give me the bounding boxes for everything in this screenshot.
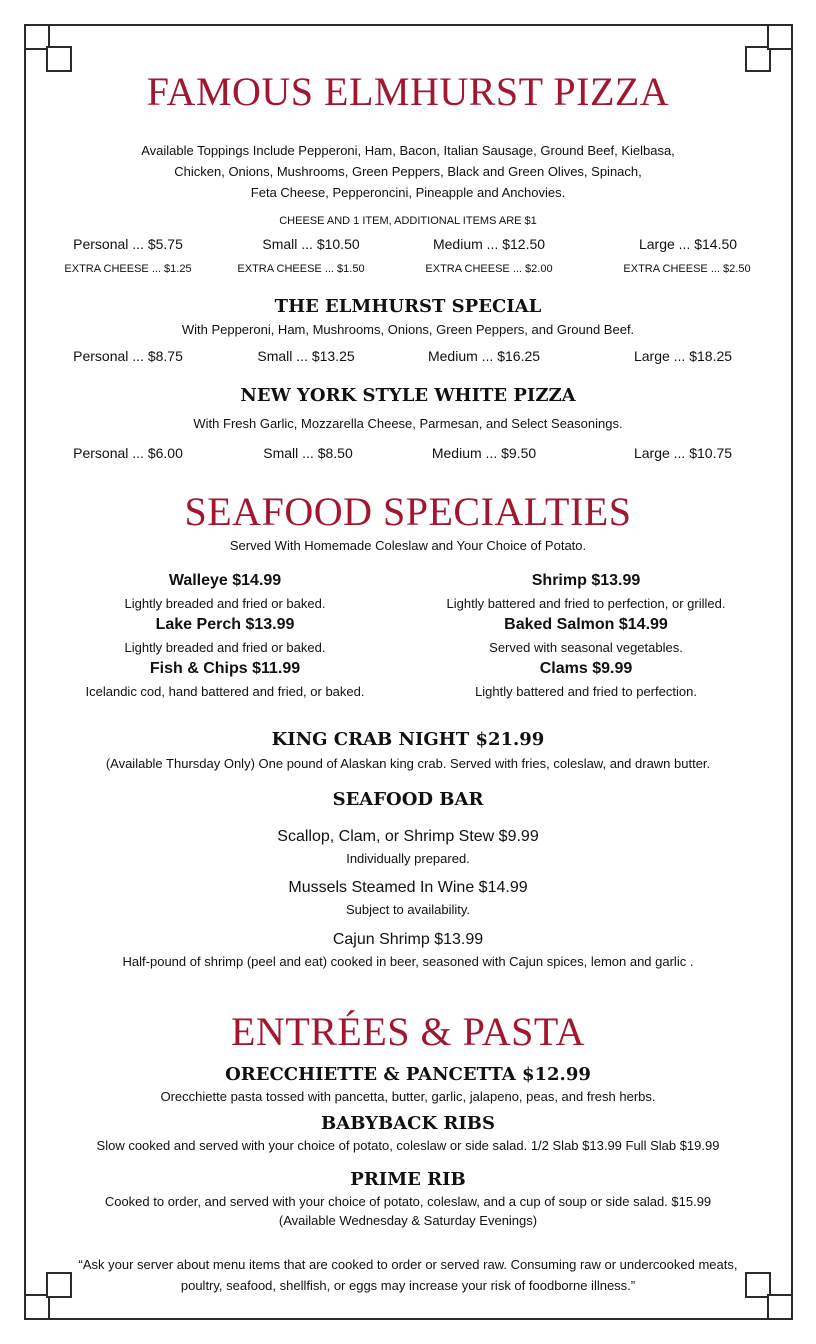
entree-item-name: PRIME RIB [350,1169,466,1190]
seafood-bar-title: SEAFOOD BAR [332,789,484,810]
entree-item-desc: Orecchiette pasta tossed with pancetta, butter, garlic, jalapeno, peas, and fresh herbs. [160,1089,656,1104]
pizza-toppings-line-3: Feta Cheese, Pepperoncini, Pineapple and Anchovies. [250,185,566,200]
white-price-large: Large ... $10.75 [633,445,733,461]
seafood-item-name: Fish & Chips $11.99 [149,660,301,677]
white-price-personal: Personal ... $6.00 [73,445,183,461]
pizza-price-small: Small ... $10.50 [262,236,360,252]
seafood-subtitle: Served With Homemade Coleslaw and Your Choice of Potato. [229,538,587,553]
special-price-personal: Personal ... $8.75 [73,348,183,364]
elmhurst-special-title: THE ELMHURST SPECIAL [274,296,542,317]
seafood-item-desc: Lightly breaded and fried or baked. [124,640,326,655]
special-price-medium: Medium ... $16.25 [427,348,541,364]
entree-item-desc: Cooked to order, and served with your choice of potato, coleslaw, and a cup of soup or side salad. $15.99 [104,1194,712,1209]
seafood-item-desc: Lightly battered and fried to perfection. [475,684,697,699]
seafood-item-desc: Lightly battered and fried to perfection, or grilled. [446,596,726,611]
seafood-bar-item-desc: Half-pound of shrimp (peel and eat) cooked in beer, seasoned with Cajun spices, lemon and garlic . [122,954,694,969]
pizza-price-medium: Medium ... $12.50 [432,236,546,252]
seafood-left-column [60,572,390,704]
corner-ornament-top-right [745,24,793,72]
king-crab-title: KING CRAB NIGHT $21.99 [271,729,545,750]
pizza-price-personal: Personal ... $5.75 [73,236,183,252]
elmhurst-special-desc: With Pepperoni, Ham, Mushrooms, Onions, Green Peppers, and Ground Beef. [181,322,635,337]
pizza-pricing-note: CHEESE AND 1 ITEM, ADDITIONAL ITEMS ARE $1 [279,215,537,227]
white-price-small: Small ... $8.50 [263,445,353,461]
food-safety-disclaimer-line-1: “Ask your server about menu items that are cooked to order or served raw. Consuming raw or undercooked meats, [78,1257,738,1272]
king-crab-desc: (Available Thursday Only) One pound of Alaskan king crab. Served with fries, coleslaw, and drawn butter. [105,756,711,771]
pizza-section-title: FAMOUS ELMHURST PIZZA [146,69,670,114]
seafood-bar-item-name: Cajun Shrimp $13.99 [332,931,484,948]
white-pizza-title: NEW YORK STYLE WHITE PIZZA [240,385,576,406]
seafood-item-desc: Served with seasonal vegetables. [489,640,683,655]
entree-item-name: BABYBACK RIBS [321,1113,495,1134]
seafood-item-name: Lake Perch $13.99 [155,616,295,633]
entree-item-name: ORECCHIETTE & PANCETTA $12.99 [225,1064,591,1085]
seafood-bar-item-name: Mussels Steamed In Wine $14.99 [288,879,528,896]
seafood-section-title: SEAFOOD SPECIALTIES [184,489,632,534]
seafood-item-name: Shrimp $13.99 [531,572,641,589]
white-pizza-desc: With Fresh Garlic, Mozzarella Cheese, Parmesan, and Select Seasonings. [193,416,623,431]
seafood-bar-item-desc: Subject to availability. [345,902,471,917]
white-price-medium: Medium ... $9.50 [431,445,537,461]
seafood-bar-item-desc: Individually prepared. [346,851,470,866]
entree-item-desc-note: (Available Wednesday & Saturday Evenings) [278,1213,538,1228]
pizza-toppings-line-2: Chicken, Onions, Mushrooms, Green Peppers, Black and Green Olives, Spinach, [174,164,642,179]
food-safety-disclaimer-line-2: poultry, seafood, shellfish, or eggs may increase your risk of foodborne illness.” [180,1278,636,1293]
pizza-price-large: Large ... $14.50 [638,236,738,252]
seafood-item-name: Clams $9.99 [539,660,633,677]
extra-cheese-large: EXTRA CHEESE ... $2.50 [623,263,751,275]
seafood-item-name: Baked Salmon $14.99 [504,616,668,633]
seafood-item-name: Walleye $14.99 [168,572,282,589]
corner-ornament-top-left [24,24,72,72]
entree-item-desc: Slow cooked and served with your choice of potato, coleslaw or side salad. 1/2 Slab $13.99 Full Slab $19.99 [96,1138,720,1153]
extra-cheese-small: EXTRA CHEESE ... $1.50 [237,263,365,275]
extra-cheese-medium: EXTRA CHEESE ... $2.00 [425,263,553,275]
entrees-section-title: ENTRÉES & PASTA [231,1009,585,1054]
special-price-small: Small ... $13.25 [257,348,355,364]
special-price-large: Large ... $18.25 [633,348,733,364]
seafood-item-desc: Lightly breaded and fried or baked. [124,596,326,611]
extra-cheese-personal: EXTRA CHEESE ... $1.25 [64,263,192,275]
seafood-right-column [416,572,756,704]
pizza-toppings-line-1: Available Toppings Include Pepperoni, Ham, Bacon, Italian Sausage, Ground Beef, Kielbasa, [141,143,675,158]
seafood-bar-item-name: Scallop, Clam, or Shrimp Stew $9.99 [277,828,539,845]
seafood-item-desc: Icelandic cod, hand battered and fried, or baked. [85,684,365,699]
